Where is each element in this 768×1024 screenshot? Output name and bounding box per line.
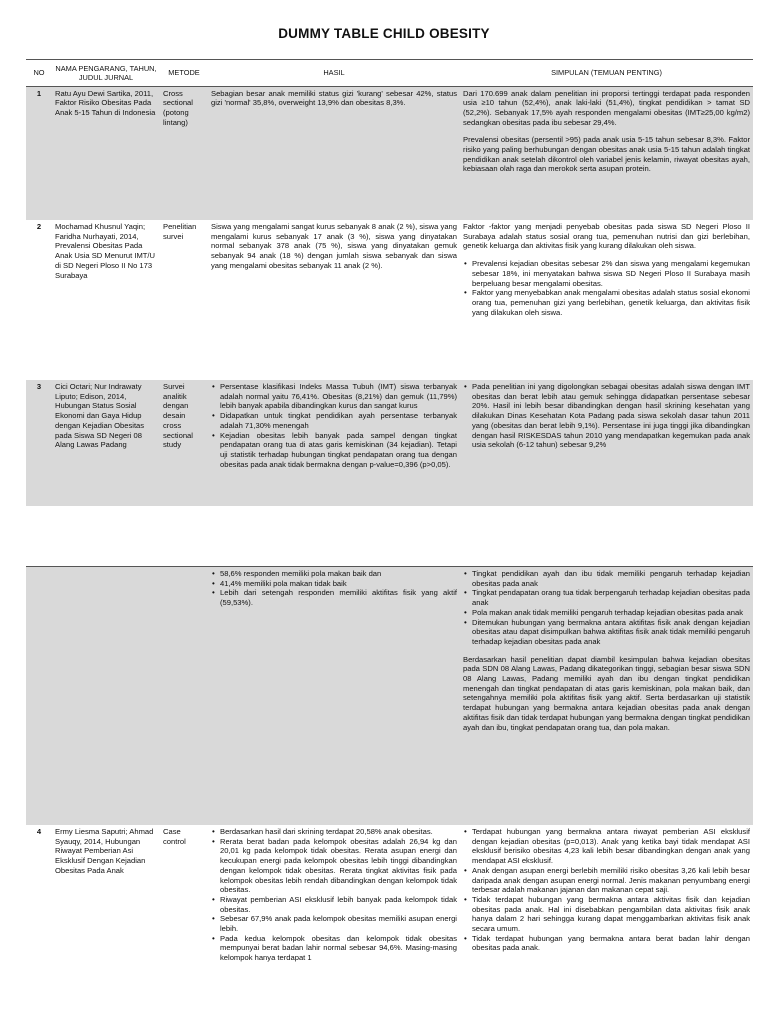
list-item: • Pada kedua kelompok obesitas dan kelompok tidak obesitas mempunyai berat badan lahir normal sebesar 94,6%. Masing-masing kelompok hanya terdapat 1: [220, 934, 457, 963]
list-item: • Tingkat pendidikan ayah dan ibu tidak memiliki pengaruh terhadap kejadian obesitas pada anak: [472, 569, 750, 588]
list-item: • Faktor yang menyebabkan anak mengalami obesitas adalah status sosial ekonomi orang tua, pemenuhan gizi yang berlebihan, genetik keluarga, dan aktivitas fisik yang dilakukan oleh siswa.: [472, 288, 750, 317]
list-item: • 58,6% responden memiliki pola makan baik dan: [220, 569, 457, 579]
list-item: • Lebih dari setengah responden memiliki aktifitas fisik yang aktif (59,53%).: [220, 588, 457, 607]
row-4-simpulan: [460, 825, 753, 1024]
row-2-no: 2: [36, 222, 42, 231]
row-3-simpulan-list-part-2: [463, 569, 750, 647]
row-3-simpulan: [460, 380, 753, 506]
table-row-3-start: [26, 380, 753, 506]
row-3-simpulan-conclusion: Berdasarkan hasil penelitian dapat diambil kesimpulan bahwa kejadian obesitas pada SDN 08 Alang Lawas, Padang dikategorikan tinggi, sebagian besar siswa SDN 08 Alang Lawas, Padang memiliki ayah dan ibu dengan tingkat pendidikan menengah dan tingkat pendapatan di atas garis kemiskinan, pola makan baik, dan setengahnya memiliki pola aktifitas fisik yang aktif. Serta berdasarkan uji statistik terdapat hubungan yang bermakna antara kejadian obesitas pada anak dengan aktifitas fisik dan tidak terdapat hubungan yang bermakna dengan tingkat pendidikan ayah dan ibu, tingkat pendapatan orang tua, dan pola makan.: [463, 654, 750, 732]
row-2-simpulan-p1: Faktor -faktor yang menjadi penyebab obesitas pada siswa SD Negeri Ploso II Surabaya adalah status sosial orang tua, pemenuhan nutrisi dan gizi berlebihan, genetik keluarga dan aktivitas fisik yang kurang dilakukan oleh siswa.: [463, 222, 750, 251]
list-item: • 41,4% memiliki pola makan tidak baik: [220, 579, 457, 589]
obesity-table-part-2: [26, 567, 753, 1024]
table-row-1: [26, 86, 753, 220]
list-item: • Ditemukan hubungan yang bermakna antara aktifitas fisik anak dengan kejadian obesitas atau dapat disimpulkan bahwa aktifitas fisik anak tidak memiliki pengaruh terhadap kejadian obesitas pada anak: [472, 618, 750, 647]
row-1-no: 1: [26, 86, 52, 220]
list-item: • Sebesar 67,9% anak pada kelompok obesitas memiliki asupan energi lebih.: [220, 914, 457, 933]
obesity-table-part-1: [26, 60, 753, 506]
row-2-simpulan-list: [463, 259, 750, 317]
row-1-metode: Cross sectional (potong lintang): [160, 86, 208, 220]
row-4-nama: Ermy Liesma Saputri; Ahmad Syauqy, 2014, Hubungan Riwayat Pemberian Asi Eksklusif Dengan Kejadian Obesitas Pada Anak: [55, 827, 154, 875]
row-3-hasil: [208, 380, 460, 506]
row-4-hasil-list: [211, 827, 457, 963]
row-4-simpulan-list: [463, 827, 750, 953]
table-header-row: [26, 60, 753, 86]
row-1-simpulan-p2: Prevalensi obesitas (persentil >95) pada anak usia 5-15 tahun sebesar 8,3%. Faktor risiko yang paling berhubungan dengan obesitas anak usia 5-15 tahun adalah tingkat pendidikan anak setelah dikontrol oleh variabel jenis kelamin, riwayat obesitas ayah, kebiasaan olah raga dan merokok serta asupan protein.: [463, 135, 750, 174]
list-item: • Riwayat pemberian ASI eksklusif lebih banyak pada kelompok tidak obesitas.: [220, 895, 457, 914]
list-item: • Prevalensi kejadian obesitas sebesar 2% dan siswa yang mengalami kegemukan sebesar 18%, ini menyatakan bahwa siswa SD Negeri Ploso II Surabaya masih berpeluang besar mengalami obesitas.: [472, 259, 750, 288]
row-2-nama: Mochamad Khusnul Yaqin; Faridha Nurhayati, 2014, Prevalensi Obesitas Pada Anak Usia SD Menurut IMT/U di SD Negeri Ploso II No 173 Surabaya: [55, 222, 156, 280]
list-item: • Persentase klasifikasi Indeks Massa Tubuh (IMT) siswa terbanyak adalah normal yaitu 76,41%. Obesitas (8,21%) dan gemuk (11,79%) lebih banyak apabila dibandingkan kurus dan sangat kurus: [220, 382, 457, 411]
list-item: • Tingkat pendapatan orang tua tidak berpengaruh terhadap kejadian obesitas pada anak: [472, 588, 750, 607]
row-1-hasil: Sebagian besar anak memiliki status gizi 'kurang' sebesar 42%, status gizi 'normal' 35,8%, overweight 13,9% dan obesitas 8,3%.: [208, 86, 460, 220]
row-2-metode: Penelitian survei: [163, 222, 197, 241]
header-simpulan: SIMPULAN (TEMUAN PENTING): [551, 68, 662, 78]
header-hasil: HASIL: [323, 68, 345, 78]
row-4-metode: Case control: [163, 827, 186, 846]
list-item: • Pola makan anak tidak memiliki pengaruh terhadap kejadian obesitas pada anak: [472, 608, 750, 618]
list-item: • Anak dengan asupan energi berlebih memiliki risiko obesitas 3,26 kali lebih besar daripada anak dengan asupan energi normal. Jenis makanan penyumbang energi terbesar adalah makanan jajanan dan makanan cepat saji.: [472, 866, 750, 895]
header-nama: NAMA PENGARANG, TAHUN, JUDUL JURNAL: [55, 63, 157, 82]
row-3-hasil-list: [211, 382, 457, 469]
row-1-simpulan-p1: Dari 170.699 anak dalam penelitian ini proporsi tertinggi terdapat pada responden usia ≥10 tahun (52,4%), anak laki-laki (51,4%), tingkat pendidikan > tamat SD (52,2%). Sebanyak 17,5% ayah responden mengalami obesitas (IMT≥25,00 kg/m2) sedangkan obesitas pada ibu sebesar 29,4%.: [463, 88, 750, 127]
row-3-metode: Survei analitik dengan desain cross sectional study: [160, 380, 208, 506]
row-3-hasil-list-continued: [211, 569, 457, 608]
list-item: • Didapatkan untuk tingkat pendidikan ayah persentase terbanyak adalah 71,30% menengah: [220, 411, 457, 430]
table-page-2: [26, 567, 753, 1024]
row-3-no: 3: [26, 380, 52, 506]
table-row-2: [26, 220, 753, 380]
list-item: • Pada penelitian ini yang digolongkan sebagai obesitas adalah siswa dengan IMT obesitas dan berat lebih atau gemuk sehingga didapatkan persentase sebesar 20%. Hasil ini lebih besar dibandingkan dengan hasil skrining kesehatan yang dilakukan Dinas Kesehatan Kota Padang pada siswa sekolah dasar tahun 2011 yang (obesitas dan berat lebih 9,1%). Persentase ini juga tinggi jika dibandingkan dengan hasil RISKESDAS tahun 2010 yang mendapatkan kegemukan pada anak usia sekolah (6-12 tahun) sebesar 9,2%: [472, 382, 750, 450]
header-no: NO: [33, 68, 45, 78]
row-2-simpulan: [460, 220, 753, 380]
list-item: • Rerata berat badan pada kelompok obesitas adalah 26,94 kg dan 20,01 kg pada kelompok tidak obesitas. Rerata asupan energi dan kecukupan energi pada kelompok obesitas lebih tinggi dibandingkan dengan kelompok tidak obesitas. Rerata tingkat aktivitas fisik pada kelompok obesitas lebih rendah dibandingkan dengan kelompok tidak obesitas.: [220, 837, 457, 895]
list-item: • Tidak terdapat hubungan yang bermakna antara berat badan lahir dengan obesitas pada anak.: [472, 934, 750, 953]
row-3-simpulan-continued: [460, 567, 753, 825]
list-item: • Kejadian obesitas lebih banyak pada sampel dengan tingkat pendapatan orang tua di atas garis kemiskinan (34 kejadian). Tetapi uji statistik terhadap hubungan tingkat pendapatan orang tua dengan obesitas pada anak tidak bermakna dengan p-value=0,396 (p>0,05).: [220, 431, 457, 470]
list-item: • Berdasarkan hasil dari skrining terdapat 20,58% anak obesitas.: [220, 827, 457, 837]
list-item: • Terdapat hubungan yang bermakna antara riwayat pemberian ASI eksklusif dengan kejadian obesitas (p=0,013). Anak yang ketika bayi tidak mendapat ASI eksklusif berisiko obesitas 4,23 kali lebih besar dibandingkan dengan anak yang mendapat ASI eksklusif.: [472, 827, 750, 866]
header-metode: METODE: [168, 68, 200, 78]
table-page-1: [26, 60, 753, 506]
row-4-hasil: [208, 825, 460, 1024]
row-2-hasil: Siswa yang mengalami sangat kurus sebanyak 8 anak (2 %), siswa yang mengalami kurus sebanyak 17 anak (3 %), siswa yang dinyatakan normal sebanyak 378 anak (75 %), siswa yang dinyatakan gemuk sebanyak 94 anak (18 %) dengan jumlah siswa sebanyak dan siswa yang mengalami obesitas sebanyak 11 anak (2 %).: [211, 222, 457, 270]
row-4-no: 4: [36, 827, 42, 836]
table-row-3-continued: [26, 567, 753, 825]
row-1-simpulan: [460, 86, 753, 220]
row-3-nama: Cici Octari; Nur Indrawaty Liputo; Edison, 2014, Hubungan Status Sosial Ekonomi dan Gaya Hidup dengan Kejadian Obesitas pada Siswa SD Negeri 08 Alang Lawas Padang: [52, 380, 160, 506]
row-3-simpulan-list-part-1: [463, 382, 750, 450]
document-title: DUMMY TABLE CHILD OBESITY: [278, 26, 490, 41]
table-row-4: [26, 825, 753, 1024]
list-item: • Tidak terdapat hubungan yang bermakna antara aktivitas fisik dan kejadian obesitas pada anak. Hal ini disebabkan pengambilan data aktivitas fisik anak hanya dalam 2 hari sehingga kurang dapat menggambarkan aktivitas fisik anak secara umum.: [472, 895, 750, 934]
row-1-nama: Ratu Ayu Dewi Sartika, 2011, Faktor Risiko Obesitas Pada Anak 5-15 Tahun di Indonesia: [52, 86, 160, 220]
row-3-hasil-continued: [208, 567, 460, 825]
